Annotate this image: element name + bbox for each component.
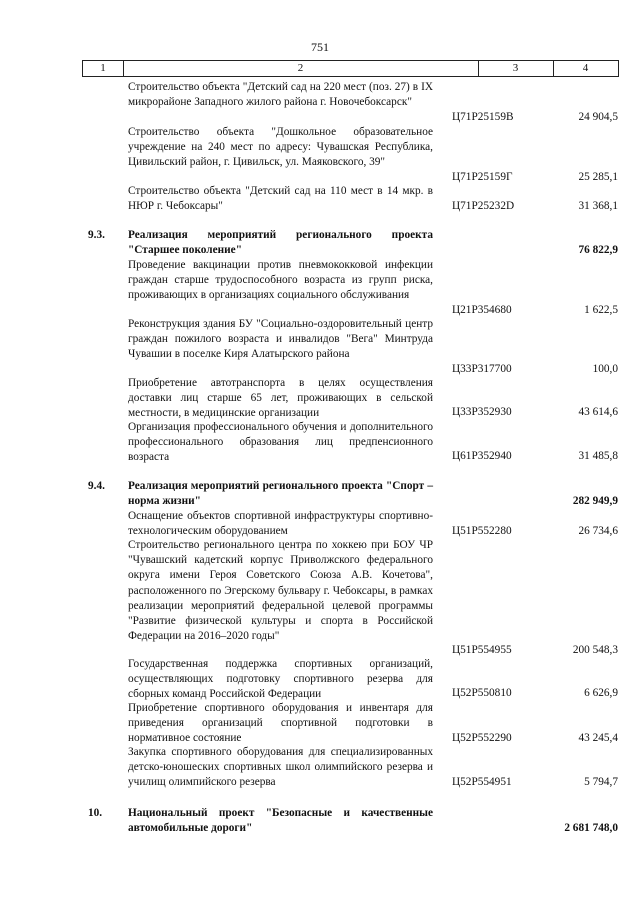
header-col-3: 3 xyxy=(512,62,519,74)
header-col-2: 2 xyxy=(297,62,304,74)
row-amount: 31 485,8 xyxy=(578,450,618,462)
row-description: Приобретение спортивного оборудования и инвентаря для приведения организаций спортивной подготовки в нормативное состояние xyxy=(128,702,433,745)
header-col-4: 4 xyxy=(582,62,589,74)
row-code: Ц33Р317700 xyxy=(452,363,512,375)
row-code: Ц71Р25232D xyxy=(452,200,515,212)
row-code: Ц71Р25159Г xyxy=(452,171,513,183)
row-description: Оснащение объектов спортивной инфраструктуры спортивно-технологическим оборудованием xyxy=(128,510,433,538)
row-description: Строительство объекта "Детский сад на 110 мест в 14 мкр. в НЮР г. Чебоксары" xyxy=(128,185,433,213)
row-amount: 43 245,4 xyxy=(578,732,618,744)
row-amount: 31 368,1 xyxy=(578,200,618,212)
row-amount: 200 548,3 xyxy=(572,644,618,656)
row-code: Ц52Р552290 xyxy=(452,732,512,744)
row-description: Государственная поддержка спортивных организаций, осуществляющих подготовку спортивного резерва для сборных команд Российской Федерации xyxy=(128,658,433,701)
row-description: Приобретение автотранспорта в целях осуществления доставки лиц старше 65 лет, проживающих в сельской местности, в медицинские организации xyxy=(128,377,433,420)
row-code: Ц71Р25159В xyxy=(452,111,514,123)
section-title: Реализация мероприятий регионального проекта "Старшее поколение" xyxy=(128,229,433,257)
row-amount: 25 285,1 xyxy=(578,171,618,183)
section-title: Национальный проект "Безопасные и качественные автомобильные дороги" xyxy=(128,807,433,835)
row-amount: 100,0 xyxy=(592,363,618,375)
section-number: 9.3. xyxy=(88,229,105,241)
row-amount: 6 626,9 xyxy=(584,687,618,699)
row-code: Ц51Р554955 xyxy=(452,644,512,656)
row-description: Строительство регионального центра по хоккею при БОУ ЧР "Чувашский кадетский корпус Приволжского федерального округа имени Героя Советского Союза А.В. Кочетова", расположенного по Эгерскому бульвару г. Чебоксары, в рамках реализации мероприятий федеральной целевой программы "Развитие физической культуры и спорта в Российской Федерации на 2016–2020 годы" xyxy=(128,539,433,643)
row-description: Строительство объекта "Детский сад на 220 мест (поз. 27) в IX микрорайоне Западного жилого района г. Новочебоксарск" xyxy=(128,81,433,109)
section-total: 76 822,9 xyxy=(578,244,618,256)
row-amount: 5 794,7 xyxy=(584,776,618,788)
row-code: Ц52Р550810 xyxy=(452,687,512,699)
table-header xyxy=(82,60,619,77)
row-description: Реконструкция здания БУ "Социально-оздоровительный центр граждан пожилого возраста и инвалидов "Вега" Минтруда Чувашии в поселке Киря Алатырского района xyxy=(128,318,433,361)
row-amount: 24 904,5 xyxy=(578,111,618,123)
row-description: Строительство объекта "Дошкольное образовательное учреждение на 240 мест по адресу: Чувашская Республика, Цивильский район, г. Цивильск, ул. Маяковского, 39" xyxy=(128,126,433,169)
section-number: 9.4. xyxy=(88,480,105,492)
page-number: 751 xyxy=(311,40,329,54)
row-code: Ц52Р554951 xyxy=(452,776,512,788)
section-number: 10. xyxy=(88,807,103,819)
row-code: Ц61Р352940 xyxy=(452,450,512,462)
section-total: 282 949,9 xyxy=(572,495,618,507)
row-description: Закупка спортивного оборудования для специализированных детско-юношеских спортивных школ олимпийского резерва и училищ олимпийского резерва xyxy=(128,746,433,789)
row-code: Ц51Р552280 xyxy=(452,525,512,537)
section-title: Реализация мероприятий регионального проекта "Спорт – норма жизни" xyxy=(128,480,433,508)
header-col-1: 1 xyxy=(100,62,106,74)
row-code: Ц21Р354680 xyxy=(452,304,512,316)
section-total: 2 681 748,0 xyxy=(564,822,618,834)
row-description: Организация профессионального обучения и дополнительного профессионального образования лиц предпенсионного возраста xyxy=(128,421,433,464)
row-amount: 26 734,6 xyxy=(578,525,618,537)
row-amount: 43 614,6 xyxy=(578,406,618,418)
row-amount: 1 622,5 xyxy=(584,304,618,316)
row-code: Ц33Р352930 xyxy=(452,406,512,418)
row-description: Проведение вакцинации против пневмококковой инфекции граждан старше трудоспособного возраста из групп риска, проживающих в организациях социального обслуживания xyxy=(128,259,433,302)
